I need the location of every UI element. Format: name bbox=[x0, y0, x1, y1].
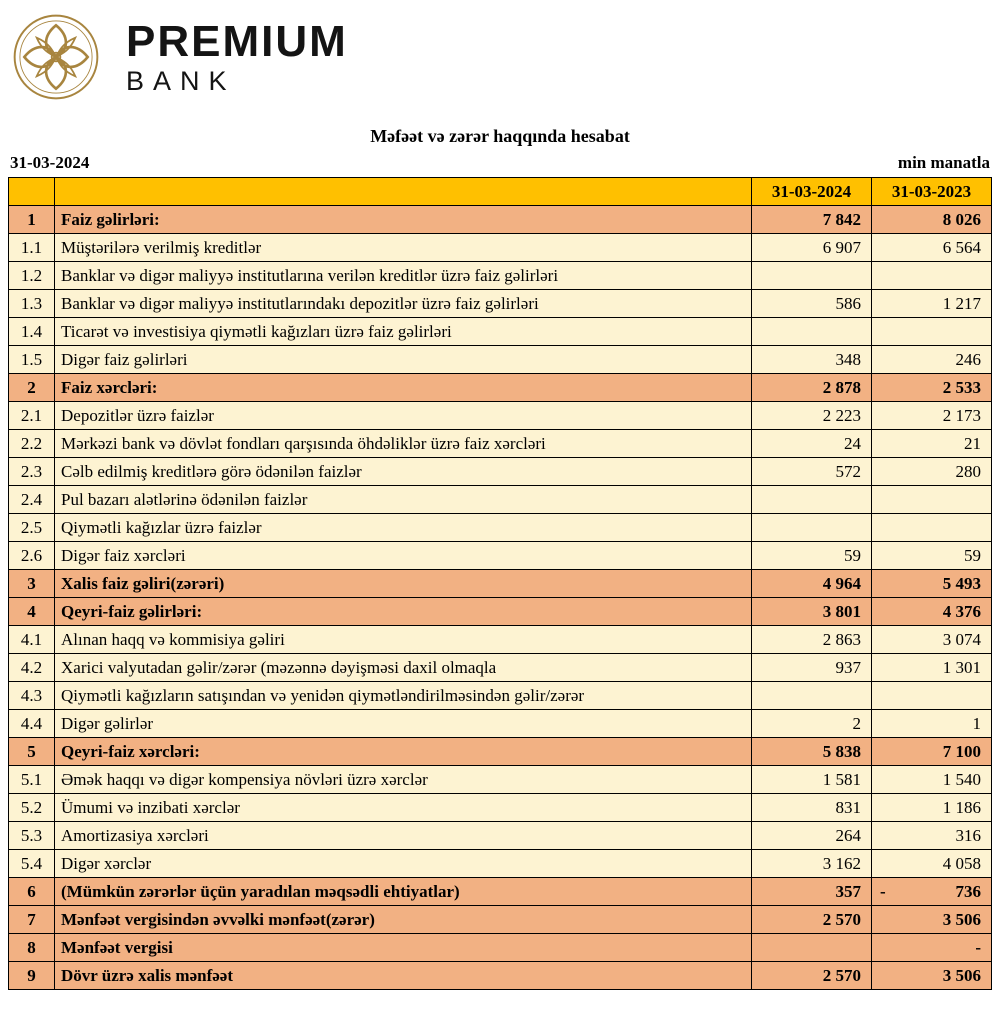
row-label: Cəlb edilmiş kreditlərə görə ödənilən faizlər bbox=[55, 458, 752, 486]
row-label: Depozitlər üzrə faizlər bbox=[55, 402, 752, 430]
row-label: Qiymətli kağızlar üzrə faizlər bbox=[55, 514, 752, 542]
brand-name-premium: PREMIUM bbox=[126, 16, 348, 66]
report-unit: min manatla bbox=[897, 153, 990, 172]
row-label: Mənfəət vergisindən əvvəlki mənfəət(zərər) bbox=[55, 906, 752, 934]
value-2024 bbox=[752, 514, 872, 542]
row-label: Ümumi və inzibati xərclər bbox=[55, 794, 752, 822]
table-row bbox=[9, 962, 992, 990]
row-number: 2.4 bbox=[9, 486, 55, 514]
row-number: 1.4 bbox=[9, 318, 55, 346]
report-title: Məfəət və zərər haqqında hesabat bbox=[370, 126, 630, 146]
table-row bbox=[9, 598, 992, 626]
row-label: Digər gəlirlər bbox=[55, 710, 752, 738]
row-number: 4 bbox=[9, 598, 55, 626]
value-2023 bbox=[872, 878, 992, 906]
value-2024 bbox=[752, 934, 872, 962]
row-number: 2.1 bbox=[9, 402, 55, 430]
value-2023: 280 bbox=[872, 458, 992, 486]
value-2024: 357 bbox=[752, 878, 872, 906]
row-label: Dövr üzrə xalis mənfəət bbox=[55, 962, 752, 990]
value-2023 bbox=[872, 486, 992, 514]
value-2024: 3 801 bbox=[752, 598, 872, 626]
value-2023: 1 217 bbox=[872, 290, 992, 318]
row-label: Qiymətli kağızların satışından və yenidən qiymətləndirilməsindən gəlir/zərər bbox=[55, 682, 752, 710]
row-label: Xalis faiz gəliri(zərəri) bbox=[55, 570, 752, 598]
row-number: 2.2 bbox=[9, 430, 55, 458]
value-2024: 7 842 bbox=[752, 206, 872, 234]
value-2023: 21 bbox=[872, 430, 992, 458]
value-2023: 316 bbox=[872, 822, 992, 850]
table-row bbox=[9, 290, 992, 318]
value-2024: 348 bbox=[752, 346, 872, 374]
value-2023 bbox=[872, 318, 992, 346]
value-2024: 2 bbox=[752, 710, 872, 738]
row-label: Müştərilərə verilmiş kreditlər bbox=[55, 234, 752, 262]
table-row bbox=[9, 682, 992, 710]
header-empty-no bbox=[9, 178, 55, 206]
value-2023: - bbox=[872, 934, 992, 962]
table-row bbox=[9, 402, 992, 430]
row-label: Mənfəət vergisi bbox=[55, 934, 752, 962]
row-number: 2.5 bbox=[9, 514, 55, 542]
row-label: Qeyri-faiz xərcləri: bbox=[55, 738, 752, 766]
value-2023: 2 533 bbox=[872, 374, 992, 402]
table-row bbox=[9, 430, 992, 458]
value-2023: 6 564 bbox=[872, 234, 992, 262]
header-col-2024: 31-03-2024 bbox=[752, 178, 872, 206]
value-2023: 2 173 bbox=[872, 402, 992, 430]
table-row bbox=[9, 458, 992, 486]
value-2024: 2 570 bbox=[752, 962, 872, 990]
table-row bbox=[9, 626, 992, 654]
table-row bbox=[9, 346, 992, 374]
row-number: 4.3 bbox=[9, 682, 55, 710]
value-2024 bbox=[752, 262, 872, 290]
value-2023-number: 736 bbox=[955, 881, 981, 901]
table-row bbox=[9, 318, 992, 346]
table-row bbox=[9, 542, 992, 570]
value-2023: 7 100 bbox=[872, 738, 992, 766]
value-2024: 3 162 bbox=[752, 850, 872, 878]
table-row bbox=[9, 878, 992, 906]
value-2024: 2 878 bbox=[752, 374, 872, 402]
row-label: (Mümkün zərərlər üçün yaradılan məqsədli ehtiyatlar) bbox=[55, 878, 752, 906]
table-row bbox=[9, 374, 992, 402]
row-number: 1.3 bbox=[9, 290, 55, 318]
value-2023 bbox=[872, 262, 992, 290]
header-empty-label bbox=[55, 178, 752, 206]
value-2023: 3 506 bbox=[872, 906, 992, 934]
value-2024: 2 863 bbox=[752, 626, 872, 654]
table-row bbox=[9, 738, 992, 766]
value-2023: 59 bbox=[872, 542, 992, 570]
row-label: Mərkəzi bank və dövlət fondları qarşısında öhdəliklər üzrə faiz xərcləri bbox=[55, 430, 752, 458]
value-2024: 2 570 bbox=[752, 906, 872, 934]
value-2023: 3 074 bbox=[872, 626, 992, 654]
row-label: Ticarət və investisiya qiymətli kağızları üzrə faiz gəlirləri bbox=[55, 318, 752, 346]
row-number: 2.6 bbox=[9, 542, 55, 570]
row-number: 2 bbox=[9, 374, 55, 402]
table-row bbox=[9, 206, 992, 234]
value-2024 bbox=[752, 318, 872, 346]
table-row bbox=[9, 822, 992, 850]
row-number: 5 bbox=[9, 738, 55, 766]
row-label: Faiz xərcləri: bbox=[55, 374, 752, 402]
table-row bbox=[9, 486, 992, 514]
row-label: Faiz gəlirləri: bbox=[55, 206, 752, 234]
value-2023: 8 026 bbox=[872, 206, 992, 234]
table-row bbox=[9, 262, 992, 290]
row-label: Digər faiz xərcləri bbox=[55, 542, 752, 570]
value-2023 bbox=[872, 682, 992, 710]
row-label: Əmək haqqı və digər kompensiya növləri üzrə xərclər bbox=[55, 766, 752, 794]
table-row bbox=[9, 710, 992, 738]
table-row bbox=[9, 906, 992, 934]
report-meta bbox=[8, 153, 992, 173]
table-row bbox=[9, 850, 992, 878]
row-number: 6 bbox=[9, 878, 55, 906]
value-2023: 1 301 bbox=[872, 654, 992, 682]
value-2023 bbox=[872, 514, 992, 542]
value-2024: 937 bbox=[752, 654, 872, 682]
row-number: 1.2 bbox=[9, 262, 55, 290]
value-2024 bbox=[752, 486, 872, 514]
value-2024: 4 964 bbox=[752, 570, 872, 598]
row-number: 9 bbox=[9, 962, 55, 990]
row-label: Alınan haqq və kommisiya gəliri bbox=[55, 626, 752, 654]
row-label: Banklar və digər maliyyə institutlarına verilən kreditlər üzrə faiz gəlirləri bbox=[55, 262, 752, 290]
value-2024 bbox=[752, 682, 872, 710]
row-label: Digər xərclər bbox=[55, 850, 752, 878]
row-number: 5.2 bbox=[9, 794, 55, 822]
table-row bbox=[9, 794, 992, 822]
row-number: 3 bbox=[9, 570, 55, 598]
table-header-row bbox=[9, 178, 992, 206]
table-row bbox=[9, 234, 992, 262]
value-2023: 246 bbox=[872, 346, 992, 374]
value-2024: 831 bbox=[752, 794, 872, 822]
value-2023: 1 bbox=[872, 710, 992, 738]
table-row bbox=[9, 934, 992, 962]
row-number: 8 bbox=[9, 934, 55, 962]
brand-name-bank: BANK bbox=[126, 65, 236, 96]
row-number: 4.4 bbox=[9, 710, 55, 738]
value-2023: 1 186 bbox=[872, 794, 992, 822]
table-row bbox=[9, 514, 992, 542]
brand-wordmark bbox=[126, 16, 348, 96]
value-2023: 1 540 bbox=[872, 766, 992, 794]
row-number: 4.2 bbox=[9, 654, 55, 682]
row-number: 5.4 bbox=[9, 850, 55, 878]
row-label: Pul bazarı alətlərinə ödənilən faizlər bbox=[55, 486, 752, 514]
report-date: 31-03-2024 bbox=[10, 153, 90, 172]
header-col-2023: 31-03-2023 bbox=[872, 178, 992, 206]
row-number: 5.1 bbox=[9, 766, 55, 794]
value-2024: 586 bbox=[752, 290, 872, 318]
value-2023: 3 506 bbox=[872, 962, 992, 990]
row-label: Xarici valyutadan gəlir/zərər (məzənnə dəyişməsi daxil olmaqla bbox=[55, 654, 752, 682]
row-number: 2.3 bbox=[9, 458, 55, 486]
value-2024: 6 907 bbox=[752, 234, 872, 262]
row-number: 4.1 bbox=[9, 626, 55, 654]
row-label: Digər faiz gəlirləri bbox=[55, 346, 752, 374]
value-2024: 59 bbox=[752, 542, 872, 570]
table-row bbox=[9, 570, 992, 598]
value-2023: 4 376 bbox=[872, 598, 992, 626]
row-label: Amortizasiya xərcləri bbox=[55, 822, 752, 850]
value-2023: 4 058 bbox=[872, 850, 992, 878]
income-statement-table bbox=[8, 177, 992, 990]
row-number: 5.3 bbox=[9, 822, 55, 850]
brand-header bbox=[8, 8, 992, 104]
row-label: Banklar və digər maliyyə institutlarındakı depozitlər üzrə faiz gəlirləri bbox=[55, 290, 752, 318]
negative-sign: - bbox=[880, 881, 886, 901]
table-row bbox=[9, 766, 992, 794]
value-2024: 2 223 bbox=[752, 402, 872, 430]
premium-bank-logo-icon bbox=[12, 13, 100, 101]
value-2024: 572 bbox=[752, 458, 872, 486]
value-2024: 5 838 bbox=[752, 738, 872, 766]
row-number: 7 bbox=[9, 906, 55, 934]
row-number: 1.5 bbox=[9, 346, 55, 374]
value-2024: 1 581 bbox=[752, 766, 872, 794]
row-number: 1.1 bbox=[9, 234, 55, 262]
value-2024: 264 bbox=[752, 822, 872, 850]
table-row bbox=[9, 654, 992, 682]
value-2024: 24 bbox=[752, 430, 872, 458]
value-2023: 5 493 bbox=[872, 570, 992, 598]
row-label: Qeyri-faiz gəlirləri: bbox=[55, 598, 752, 626]
row-number: 1 bbox=[9, 206, 55, 234]
